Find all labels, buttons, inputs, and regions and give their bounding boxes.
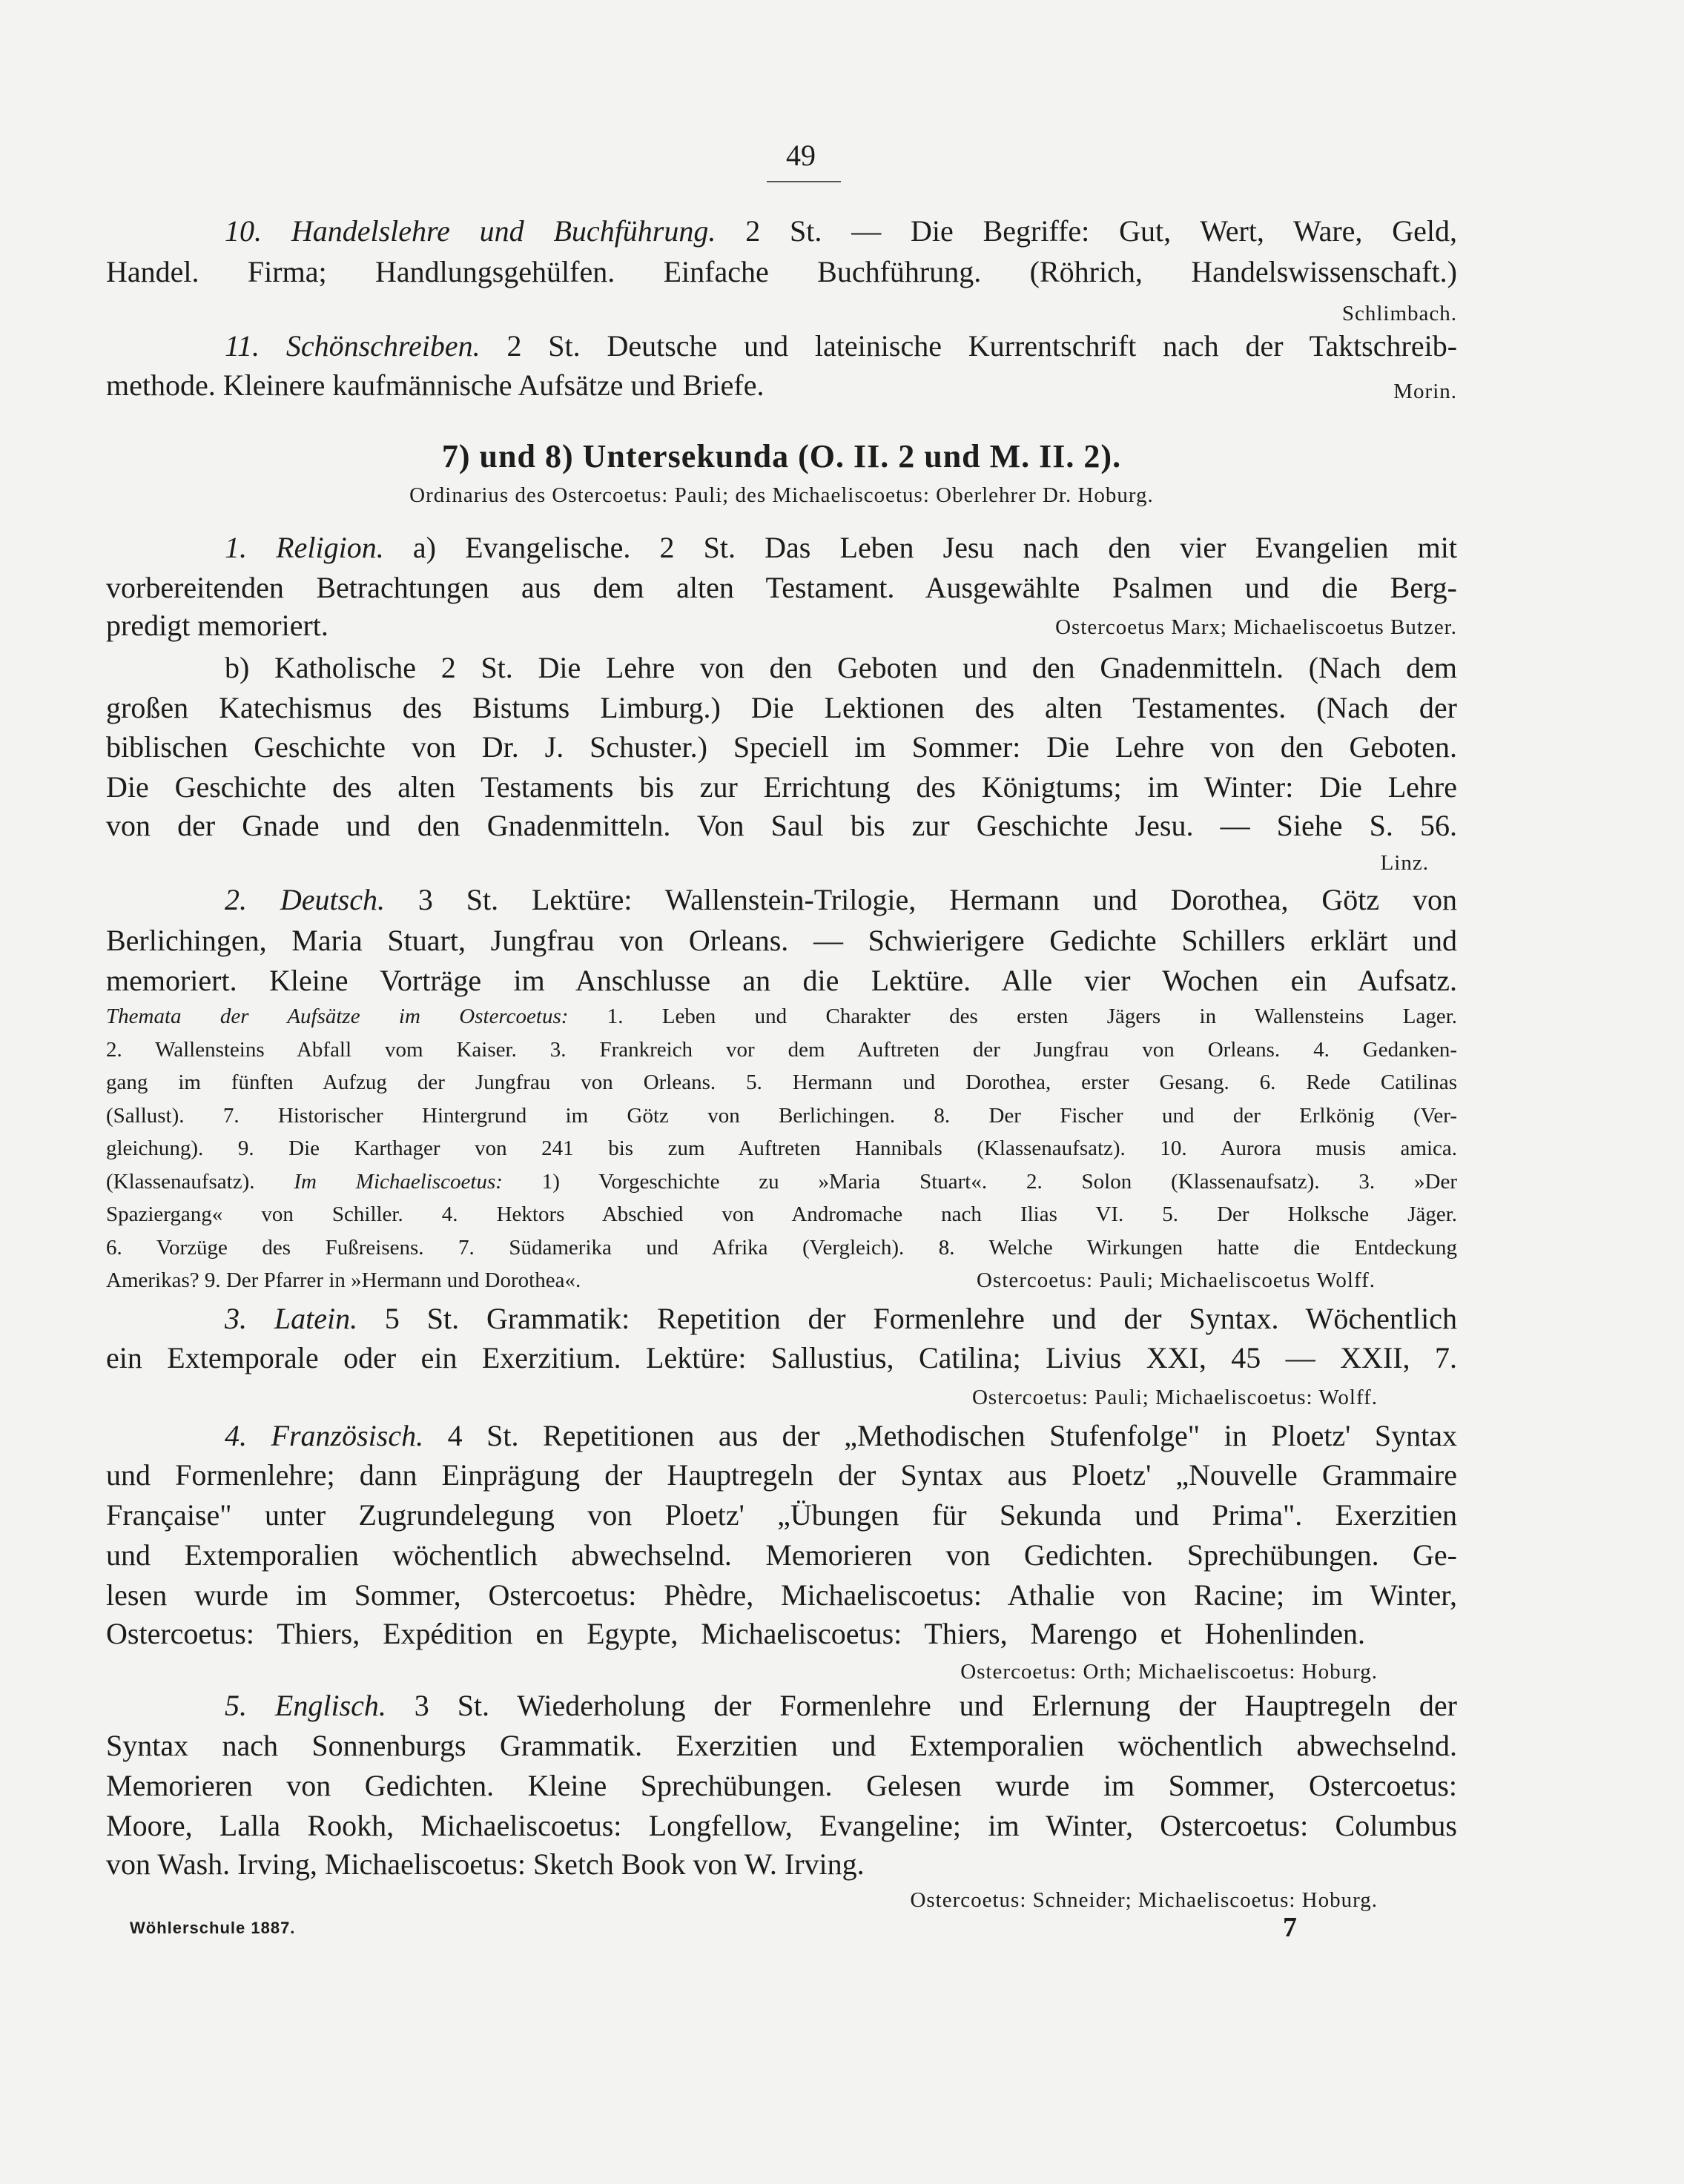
deutsch-themata-line-7: Spaziergang« von Schiller. 4. Hektors Abschied von Andromache nach Ilias VI. 5. Der Holksche Jäger. — [106, 1202, 1457, 1226]
englisch-line-4: Moore, Lalla Rookh, Michaeliscoetus: Longfellow, Evangeline; im Winter, Ostercoetus: Columbus — [106, 1809, 1457, 1842]
religion-katholisch-line-1: b) Katholische 2 St. Die Lehre von den Geboten und den Gnadenmitteln. (Nach dem — [225, 651, 1457, 684]
latein-teachers: Ostercoetus: Pauli; Michaeliscoetus: Wolff. — [971, 1386, 1378, 1409]
religion-katholisch-teacher: Linz. — [1380, 851, 1429, 875]
religion-line-1: 1. Religion. a) Evangelische. 2 St. Das Leben Jesu nach den vier Evangelien mit — [225, 531, 1458, 564]
latein-heading: 3. Latein. — [225, 1302, 358, 1335]
deutsch-themata-line-2: 2. Wallensteins Abfall vom Kaiser. 3. Frankreich vor dem Auftreten der Jungfrau von Orleans. 4. Gedanken- — [106, 1038, 1457, 1062]
deutsch-themata-line-4: (Sallust). 7. Historischer Hintergrund im Götz von Berlichingen. 8. Der Fischer und der Erlkönig (Ver- — [106, 1104, 1457, 1128]
latein-line-1: 3. Latein. 5 St. Grammatik: Repetition der Formenlehre und der Syntax. Wöchentlich — [225, 1302, 1457, 1335]
religion-katholisch-line-4: Die Geschichte des alten Testaments bis zur Errichtung des Königtums; im Winter: Die Lehre — [106, 770, 1457, 804]
schoenschreiben-line-2: methode. Kleinere kaufmännische Aufsätze und Briefe. — [106, 368, 765, 402]
franzoesisch-line-3: Française" unter Zugrundelegung von Ploetz' „Übungen für Sekunda und Prima". Exerzitien — [106, 1498, 1457, 1532]
deutsch-line-3: memoriert. Kleine Vorträge im Anschlusse an die Lektüre. Alle vier Wochen ein Aufsatz. — [106, 964, 1457, 997]
deutsch-teachers: Ostercoetus: Pauli; Michaeliscoetus Wolff. — [977, 1268, 1376, 1292]
deutsch-themata-line-6: (Klassenaufsatz). Im Michaeliscoetus: 1) Vorgeschichte zu »Maria Stuart«. 2. Solon (Klassenaufsatz). 3. »Der — [106, 1170, 1457, 1194]
englisch-line-2: Syntax nach Sonnenburgs Grammatik. Exerzitien und Extemporalien wöchentlich abwechselnd. — [106, 1729, 1457, 1762]
englisch-line-1: 5. Englisch. 3 St. Wiederholung der Formenlehre und Erlernung der Hauptregeln der — [225, 1689, 1458, 1722]
religion-heading: 1. Religion. — [225, 531, 384, 564]
deutsch-themata-line-8: 6. Vorzüge des Fußreisens. 7. Südamerika und Afrika (Vergleich). 8. Welche Wirkungen hatte die Entdeckung — [106, 1236, 1457, 1260]
handelslehre-line-2: Handel. Firma; Handlungsgehülfen. Einfache Buchführung. (Röhrich, Handelswissenschaft.) — [106, 255, 1457, 288]
religion-line-2: vorbereitenden Betrachtungen aus dem alten Testament. Ausgewählte Psalmen und die Berg- — [106, 571, 1457, 604]
deutsch-themata-line-3: gang im fünften Aufzug der Jungfrau von Orleans. 5. Hermann und Dorothea, erster Gesang. 6. Rede Catilinas — [106, 1071, 1457, 1094]
franzoesisch-teachers: Ostercoetus: Orth; Michaeliscoetus: Hoburg. — [960, 1660, 1378, 1684]
ordinarius-line: Ordinarius des Ostercoetus: Pauli; des Michaeliscoetus: Oberlehrer Dr. Hoburg. — [409, 483, 1154, 507]
religion-evangelisch-teachers: Ostercoetus Marx; Michaeliscoetus Butzer. — [1055, 615, 1457, 639]
page-number-rule — [767, 181, 841, 182]
franzoesisch-line-6: Ostercoetus: Thiers, Expédition en Egypte, Michaeliscoetus: Thiers, Marengo et Hohenlinden. — [106, 1617, 1365, 1650]
religion-katholisch-line-3: biblischen Geschichte von Dr. J. Schuster.) Speciell im Sommer: Die Lehre von den Geboten. — [106, 730, 1457, 764]
footer-signature: Wöhlerschule 1887. — [130, 1919, 296, 1937]
franzoesisch-line-1: 4. Französisch. 4 St. Repetitionen aus der „Methodischen Stufenfolge" in Ploetz' Syntax — [225, 1419, 1458, 1452]
handelslehre-teacher: Schlimbach. — [1341, 302, 1457, 325]
religion-katholisch-line-2: großen Katechismus des Bistums Limburg.) Die Lektionen des alten Testamentes. (Nach der — [106, 691, 1457, 724]
englisch-heading: 5. Englisch. — [225, 1689, 386, 1722]
deutsch-themata-line-1: Themata der Aufsätze im Ostercoetus: 1. Leben und Charakter des ersten Jägers in Wallensteins Lager. — [106, 1005, 1457, 1028]
englisch-line-5: von Wash. Irving, Michaeliscoetus: Sketch Book von W. Irving. — [106, 1847, 865, 1881]
religion-line-3: predigt memoriert. — [106, 609, 328, 642]
class-heading: 7) und 8) Untersekunda (O. II. 2 und M. II. 2). — [441, 438, 1122, 474]
page-number: 49 — [786, 139, 816, 172]
englisch-line-3: Memorieren von Gedichten. Kleine Sprechübungen. Gelesen wurde im Sommer, Ostercoetus: — [106, 1769, 1457, 1802]
deutsch-line-2: Berlichingen, Maria Stuart, Jungfrau von Orleans. — Schwierigere Gedichte Schillers erklärt und — [106, 924, 1457, 957]
franzoesisch-heading: 4. Französisch. — [225, 1419, 424, 1452]
handelslehre-heading: 10. Handelslehre und Buchführung. — [225, 214, 716, 248]
michaelis-label: Im Michaeliscoetus: — [294, 1170, 503, 1194]
religion-katholisch-line-5: von der Gnade und den Gnadenmitteln. Von Saul bis zur Geschichte Jesu. — Siehe S. 56. — [106, 809, 1457, 842]
deutsch-line-1: 2. Deutsch. 3 St. Lektüre: Wallenstein-Trilogie, Hermann und Dorothea, Götz von — [225, 883, 1458, 916]
englisch-teachers: Ostercoetus: Schneider; Michaeliscoetus: Hoburg. — [910, 1888, 1378, 1912]
deutsch-themata-line-5: gleichung). 9. Die Karthager von 241 bis zum Auftreten Hannibals (Klassenaufsatz). 10. Aurora musis amica. — [106, 1136, 1457, 1160]
franzoesisch-line-2: und Formenlehre; dann Einprägung der Hauptregeln der Syntax aus Ploetz' „Nouvelle Grammaire — [106, 1458, 1457, 1492]
schoenschreiben-teacher: Morin. — [1393, 380, 1457, 403]
themata-label: Themata der Aufsätze im Ostercoetus: — [106, 1005, 569, 1028]
franzoesisch-line-5: lesen wurde im Sommer, Ostercoetus: Phèdre, Michaeliscoetus: Athalie von Racine; im Winter, — [106, 1578, 1457, 1612]
deutsch-themata-line-9: Amerikas? 9. Der Pfarrer in »Hermann und Dorothea«. — [106, 1268, 581, 1292]
latein-line-2: ein Extemporale oder ein Exerzitium. Lektüre: Sallustius, Catilina; Livius XXI, 45 — XXII, 7. — [106, 1341, 1457, 1374]
footer-sheet-number: 7 — [1283, 1912, 1297, 1943]
schoenschreiben-heading: 11. Schönschreiben. — [225, 329, 481, 363]
deutsch-heading: 2. Deutsch. — [225, 883, 385, 916]
franzoesisch-line-4: und Extemporalien wöchentlich abwechselnd. Memorieren von Gedichten. Sprechübungen. Ge- — [106, 1538, 1457, 1572]
handelslehre-line-1: 10. Handelslehre und Buchführung. 2 St. — Die Begriffe: Gut, Wert, Ware, Geld, — [225, 214, 1457, 248]
schoenschreiben-line-1: 11. Schönschreiben. 2 St. Deutsche und lateinische Kurrentschrift nach der Taktschreib- — [225, 329, 1458, 363]
